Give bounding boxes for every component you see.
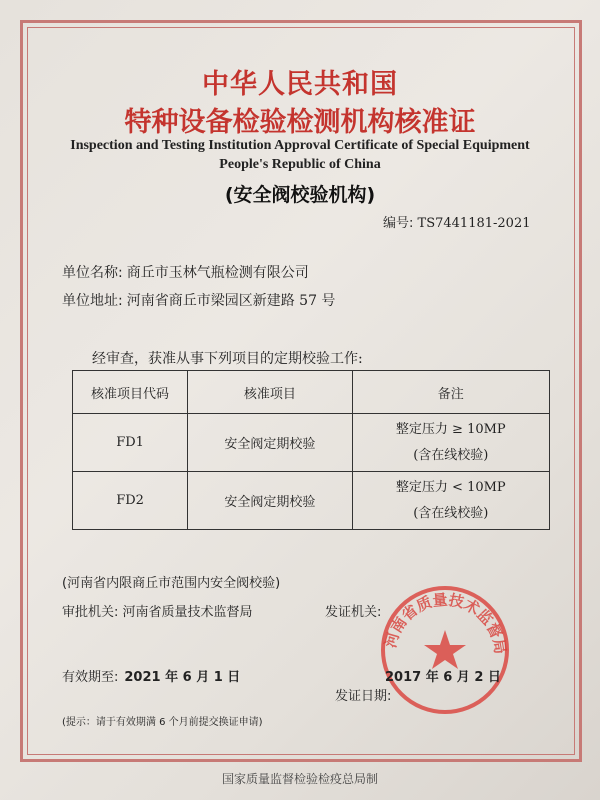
header-item: 核准项目	[188, 371, 352, 414]
unit-name	[62, 262, 309, 282]
issuer-label: 发证机关:	[325, 605, 382, 620]
unit-name-value: 商丘市玉林气瓶检测有限公司	[126, 265, 309, 281]
row-note-line2: (含在线校验)	[413, 505, 489, 521]
scope-note: (河南省内限商丘市范围内安全阀校验)	[62, 576, 281, 591]
row-code: FD2	[73, 472, 188, 530]
approval-authority-label: 审批机关:	[62, 605, 119, 620]
row-note-line1: 整定压力 ≥ 10MP	[395, 421, 506, 437]
unit-address	[62, 290, 335, 310]
serial-value: TS7441181-2021	[417, 216, 531, 231]
table-row	[73, 414, 550, 472]
approved-items-table	[72, 370, 550, 530]
serial-number	[383, 212, 530, 231]
certificate-subtitle: (安全阀校验机构)	[224, 184, 376, 206]
serial-label: 编号:	[383, 216, 414, 231]
seal-text: 河南省质量技术监督局	[381, 590, 510, 656]
unit-address-value: 河南省商丘市梁园区新建路 57 号	[126, 293, 336, 309]
row-note	[352, 414, 549, 472]
english-title-line2: People's Republic of China	[219, 157, 381, 172]
issue-date-value: 2017 年 6 月 2 日	[385, 670, 501, 685]
row-note-line2: (含在线校验)	[413, 447, 489, 463]
issuing-administration: 国家质量监督检验检疫总局制	[221, 772, 378, 786]
table-row	[73, 472, 550, 530]
title-certificate: 特种设备检验检测机构核准证	[124, 107, 476, 138]
official-seal-icon	[370, 575, 520, 725]
row-code: FD1	[73, 414, 188, 472]
validity	[62, 666, 240, 685]
renewal-tip: (提示：请于有效期满 6 个月前提交换证申请)	[62, 717, 263, 728]
header-note: 备注	[352, 371, 549, 414]
intro-text: 经审查，获准从事下列项目的定期校验工作:	[92, 351, 363, 367]
header-code: 核准项目代码	[73, 371, 188, 414]
unit-address-label: 单位地址:	[62, 293, 123, 309]
row-item: 安全阀定期校验	[188, 472, 352, 530]
table-header-row	[73, 371, 550, 414]
validity-label: 有效期至:	[62, 670, 119, 685]
english-title-line1: Inspection and Testing Institution Approval Certificate of Special Equipment	[70, 138, 530, 153]
unit-name-label: 单位名称:	[62, 265, 123, 281]
approval-authority	[62, 601, 253, 620]
row-item: 安全阀定期校验	[188, 414, 352, 472]
title-country: 中华人民共和国	[202, 69, 398, 100]
row-note	[352, 472, 549, 530]
approval-authority-value: 河南省质量技术监督局	[122, 605, 253, 620]
row-note-line1: 整定压力 < 10MP	[395, 479, 506, 495]
issue-date-label: 发证日期:	[335, 689, 392, 704]
validity-value: 2021 年 6 月 1 日	[124, 670, 241, 685]
